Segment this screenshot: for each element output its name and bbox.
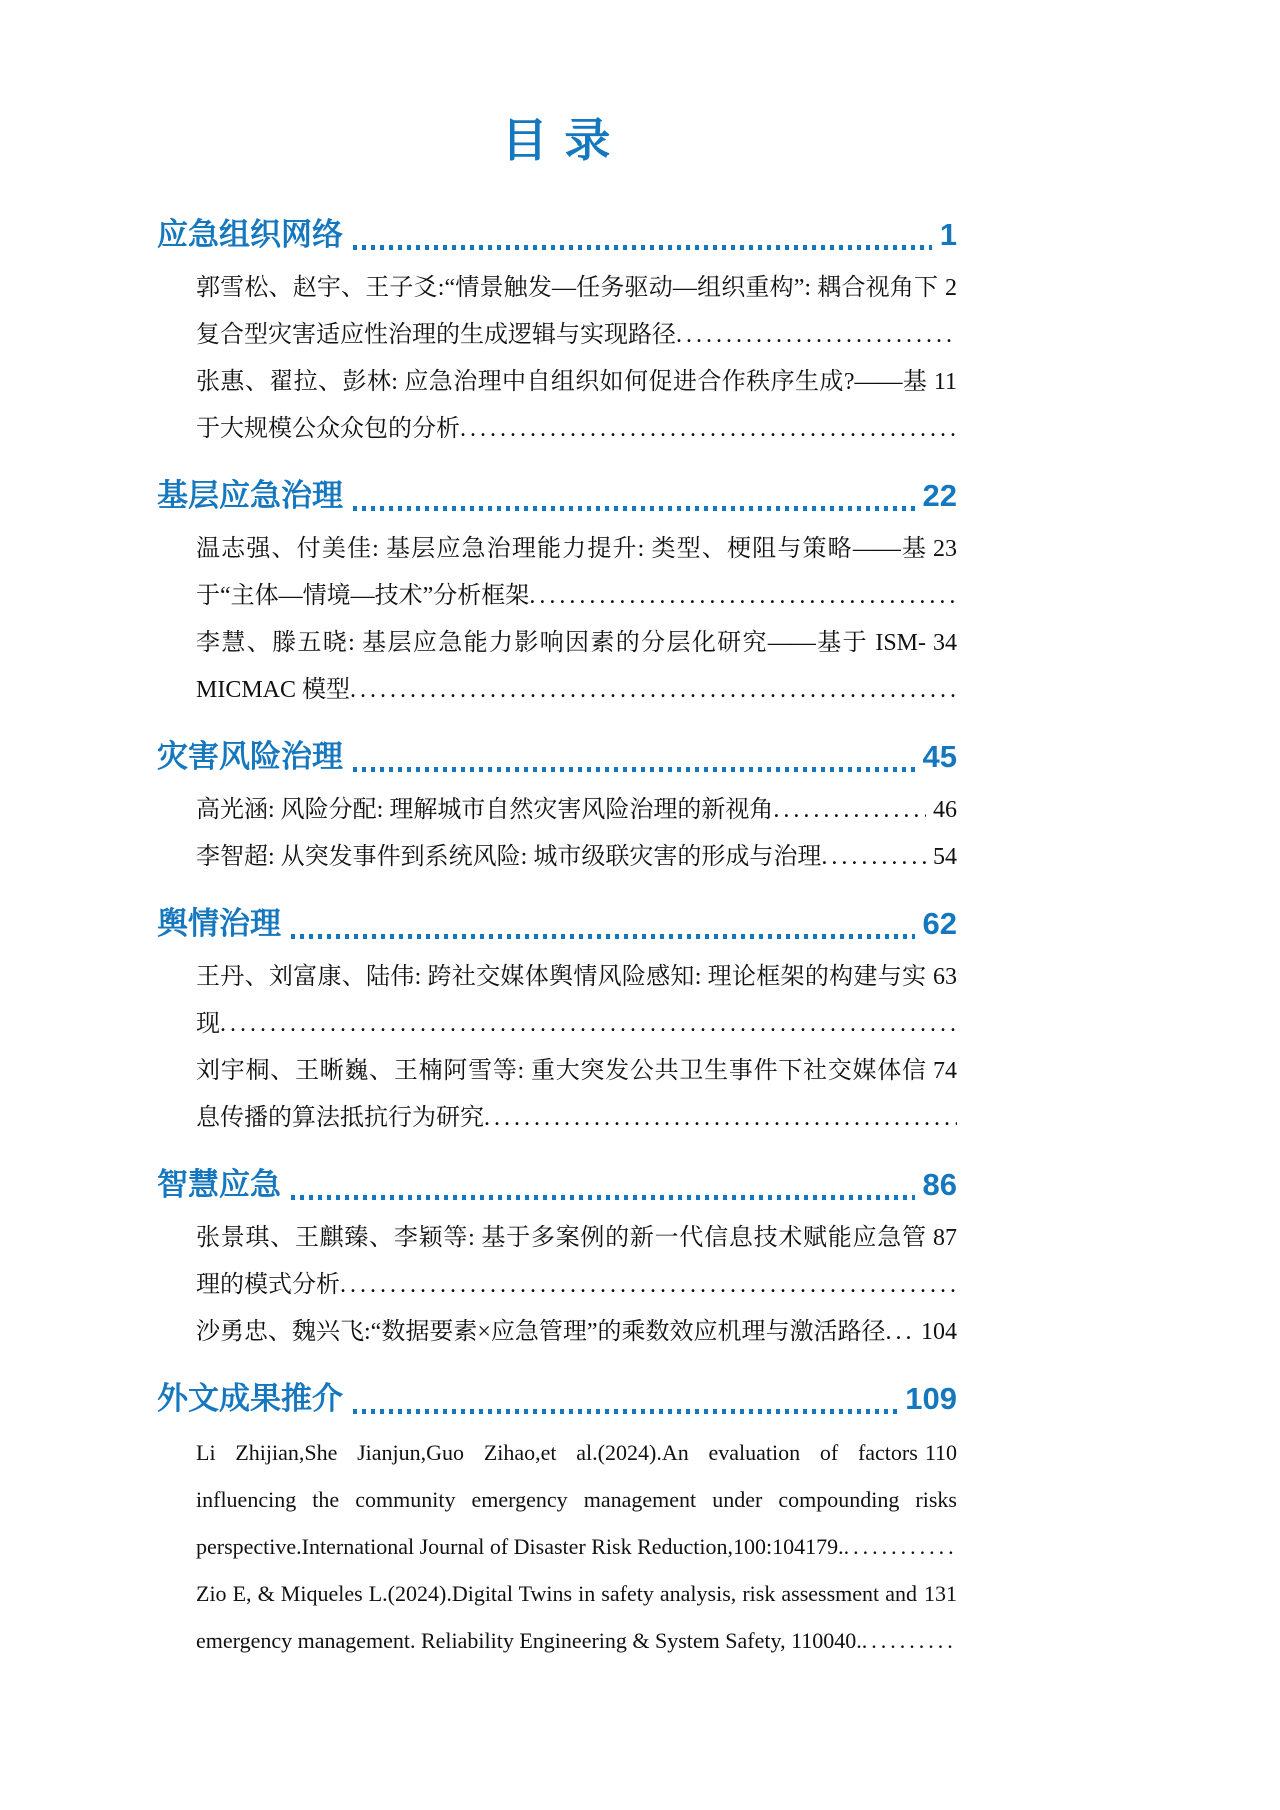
- entry-text: 张惠、翟拉、彭林: 应急治理中自组织如何促进合作秩序生成?——基于大规模公众众包的分析 .....: [196, 369, 927, 442]
- entry-page-number: 54: [926, 834, 957, 881]
- dotted-leader: [353, 506, 915, 511]
- entry-text: 张景琪、王麒臻、李颖等: 基于多案例的新一代信息技术赋能应急管理的模式分析 .....: [196, 1225, 926, 1298]
- toc-entry[interactable]: [157, 1215, 957, 1309]
- entry-page-number: 23: [926, 526, 957, 573]
- toc-entry[interactable]: [157, 1309, 957, 1356]
- section-label: 外文成果推介: [157, 1381, 343, 1416]
- dotted-leader: [291, 934, 915, 939]
- entry-page-number: 110: [918, 1429, 957, 1476]
- toc-section-heading[interactable]: [157, 212, 957, 258]
- section-page-number: 1: [939, 217, 957, 252]
- entry-text: 王丹、刘富康、陆伟: 跨社交媒体舆情风险感知: 理论框架的构建与实现 .....: [196, 964, 926, 1037]
- entry-page-number: 2: [938, 265, 957, 312]
- section-label: 应急组织网络: [157, 217, 343, 252]
- toc-entry[interactable]: [157, 359, 957, 453]
- page-title: 目 录: [501, 114, 613, 166]
- section-page-number: 62: [922, 906, 957, 941]
- section-label: 基层应急治理: [157, 478, 343, 513]
- toc-entry[interactable]: [157, 1429, 957, 1570]
- section-page-number: 86: [922, 1167, 957, 1202]
- entry-page-number: 46: [926, 787, 957, 834]
- entry-page-number: 87: [926, 1215, 957, 1262]
- toc-entry[interactable]: [157, 954, 957, 1048]
- entry-text: 高光涵: 风险分配: 理解城市自然灾害风险治理的新视角 .....: [196, 797, 773, 823]
- entry-page-number: 74: [926, 1048, 957, 1095]
- toc-content: [157, 112, 957, 1664]
- entry-text: Li Zhijian,She Jianjun,Guo Zihao,et al.(2024).An evaluation of factors influencing the community emergency management under compounding risks perspective.International Journal of Disaster Risk Reduction,100:104179. .....: [196, 1440, 957, 1559]
- toc-entry[interactable]: [157, 1048, 957, 1142]
- entry-page-number: 131: [917, 1570, 957, 1617]
- toc-entry[interactable]: [157, 1570, 957, 1664]
- toc-entry[interactable]: [157, 620, 957, 714]
- entry-text: 温志强、付美佳: 基层应急治理能力提升: 类型、梗阻与策略——基于“主体—情境—技术”分析框架 .....: [196, 536, 926, 609]
- section-page-number: 22: [922, 478, 957, 513]
- toc-entry[interactable]: [157, 526, 957, 620]
- toc-section-heading[interactable]: [157, 734, 957, 780]
- dotted-leader: [353, 767, 915, 772]
- section-label: 智慧应急: [157, 1167, 281, 1202]
- toc-entry[interactable]: [157, 834, 957, 881]
- entry-text: 李慧、滕五晓: 基层应急能力影响因素的分层化研究——基于 ISM-MICMAC 模型 .....: [196, 630, 926, 703]
- entry-page-number: 11: [927, 359, 957, 406]
- toc-section-heading[interactable]: [157, 1162, 957, 1208]
- toc-entry[interactable]: [157, 265, 957, 359]
- dotted-leader: [353, 1409, 897, 1414]
- section-label: 舆情治理: [157, 906, 281, 941]
- toc-section-heading[interactable]: [157, 901, 957, 947]
- entry-text: 李智超: 从突发事件到系统风险: 城市级联灾害的形成与治理 .....: [196, 844, 821, 870]
- section-page-number: 45: [922, 739, 957, 774]
- entry-text: 郭雪松、赵宇、王子爻:“情景触发—任务驱动—组织重构”: 耦合视角下复合型灾害适应性治理的生成逻辑与实现路径 .....: [196, 275, 938, 348]
- toc-section-heading[interactable]: [157, 1376, 957, 1422]
- entry-page-number: 104: [914, 1309, 957, 1356]
- section-label: 灾害风险治理: [157, 739, 343, 774]
- toc-entry[interactable]: [157, 787, 957, 834]
- entry-text: 沙勇忠、魏兴飞:“数据要素×应急管理”的乘数效应机理与激活路径 .....: [196, 1319, 886, 1345]
- section-page-number: 109: [905, 1381, 957, 1416]
- entry-text: 刘宇桐、王晰巍、王楠阿雪等: 重大突发公共卫生事件下社交媒体信息传播的算法抵抗行为研究 .....: [196, 1058, 926, 1131]
- toc-section-heading[interactable]: [157, 473, 957, 519]
- dotted-leader: [353, 245, 932, 250]
- entry-text: Zio E, & Miqueles L.(2024).Digital Twins in safety analysis, risk assessment and emergency management. Reliability Engineering & System Safety, 110040. .....: [196, 1581, 917, 1653]
- dotted-leader: [291, 1195, 915, 1200]
- entry-page-number: 34: [926, 620, 957, 667]
- entry-page-number: 63: [926, 954, 957, 1001]
